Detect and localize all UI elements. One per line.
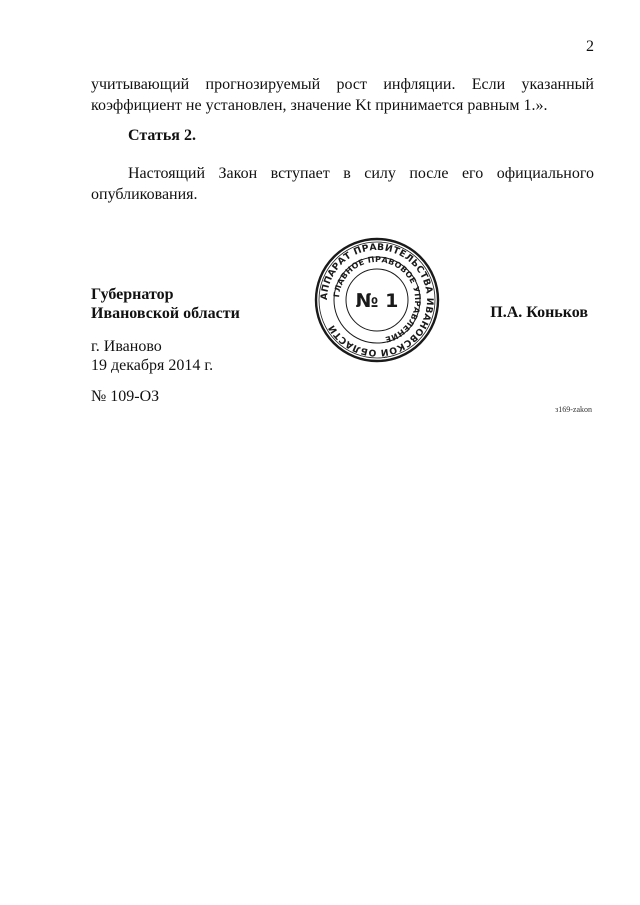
document-code: з169-zakon [555,405,592,414]
stamp-inner-text: ГЛАВНОЕ ПРАВОВОЕ УПРАВЛЕНИЕ [332,254,423,345]
paragraph-line: коэффициент не установлен, значение Kt принимается равным 1.». [91,97,548,114]
signatory-title-line: Губернатор [91,286,174,303]
stamp-outer-text: АППАРАТ ПРАВИТЕЛЬСТВА ИВАНОВСКОЙ ОБЛАСТИ [318,241,436,359]
paragraph-continuation [91,74,594,116]
law-number: № 109-ОЗ [91,388,160,405]
article-heading: Статья 2. [128,127,196,144]
place-date [91,337,213,375]
signatory-title [91,285,240,323]
paragraph-line: учитывающий прогнозируемый рост инфляции. Если указанный [91,76,594,93]
signatory-name: П.А. Коньков [490,304,588,321]
official-seal-stamp [314,237,440,363]
stamp-number: № 1 [355,290,399,312]
signatory-title-line: Ивановской области [91,305,240,322]
date: 19 декабря 2014 г. [91,357,214,374]
page-number: 2 [586,38,594,55]
article-body [91,163,594,205]
paragraph-line: Настоящий Закон вступает в силу после его официального [128,165,594,182]
paragraph-line: опубликования. [91,186,198,203]
place: г. Иваново [91,338,162,355]
